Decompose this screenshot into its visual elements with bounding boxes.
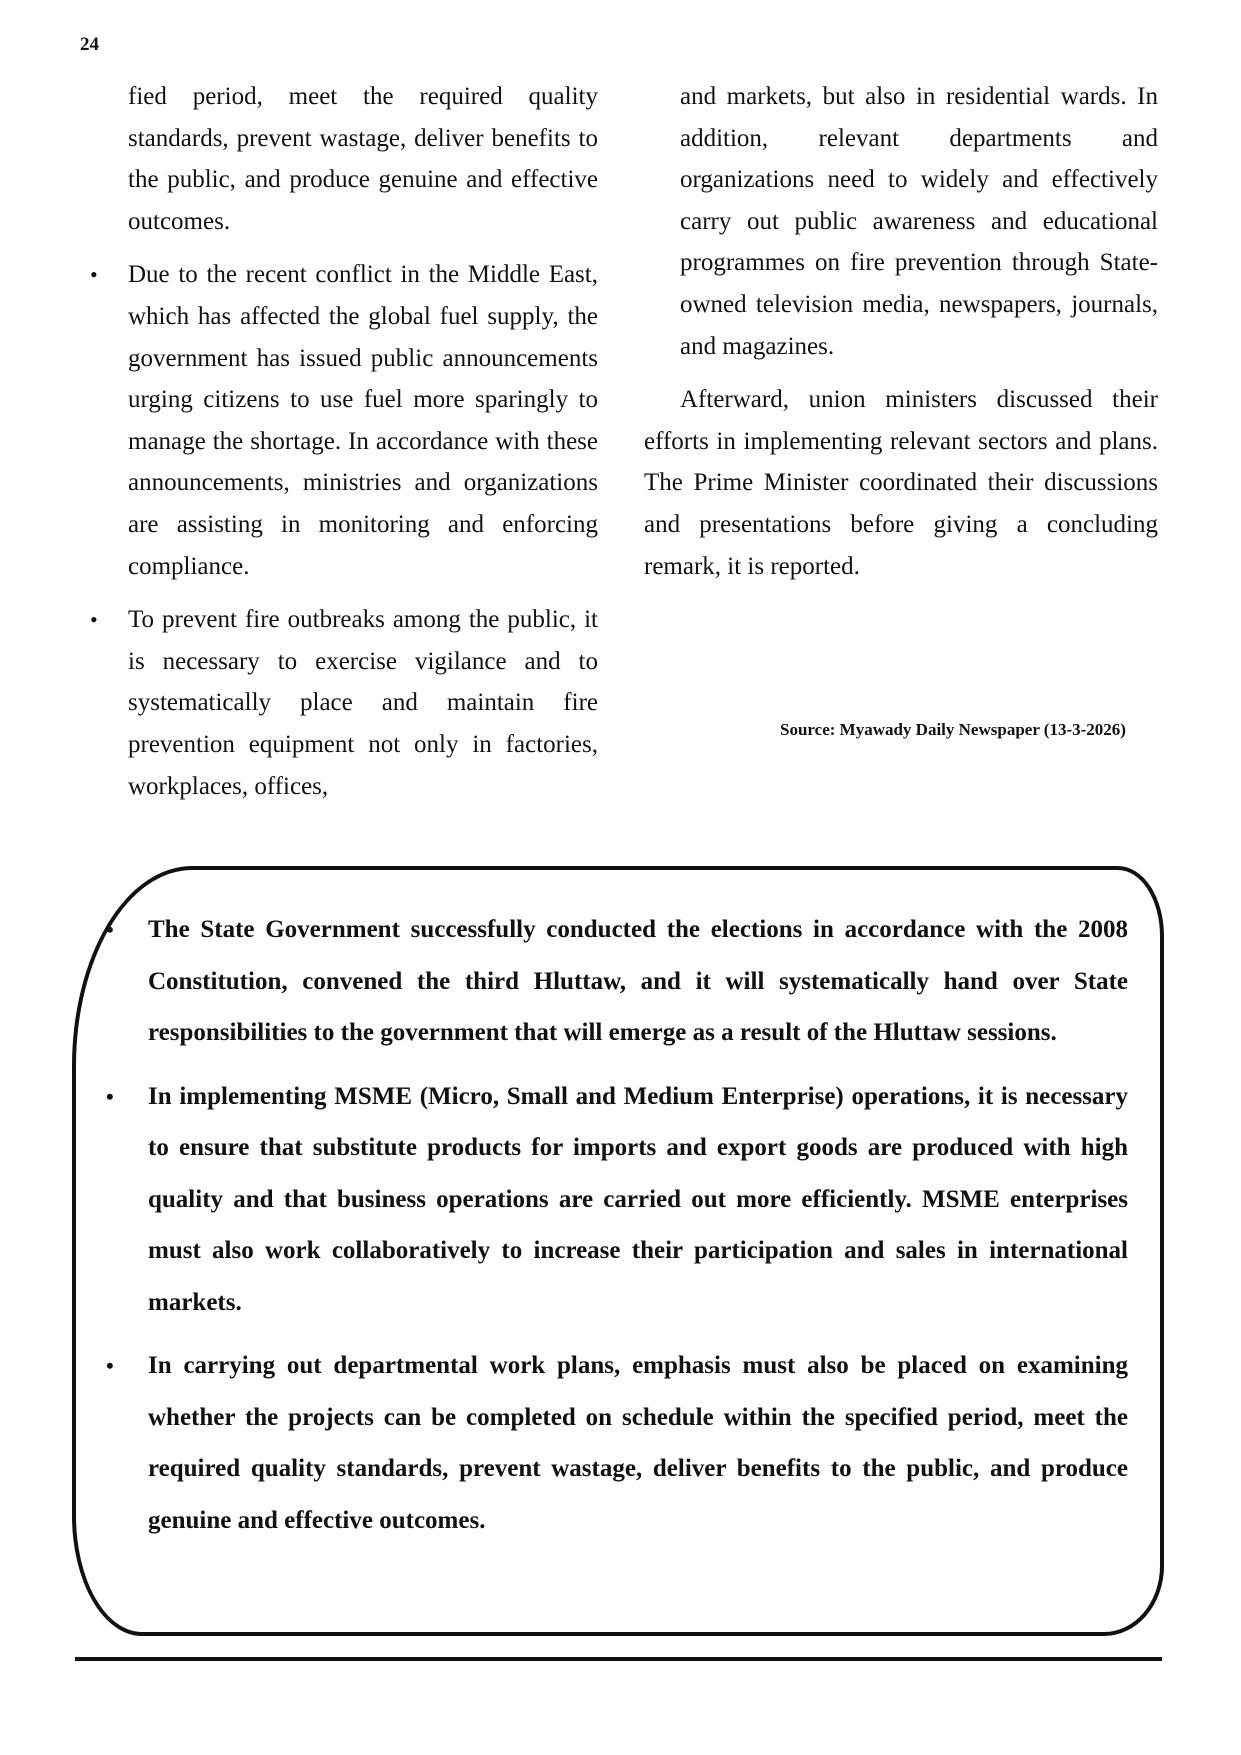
right-continuation-text: and markets, but also in residential wards. In addition, relevant departments and organizations need to widely and effectively carry out public awareness and educational programmes on fire prevention through State-owned television media, newspapers, journals, and magazines. [680, 83, 1158, 360]
closing-paragraph: Afterward, union ministers discussed their efforts in implementing relevant sectors and plans. The Prime Minister coordinated their discussions and presentations before giving a concluding remark, it is reported. [644, 386, 1158, 580]
list-item-text: In implementing MSME (Micro, Small and Medium Enterprise) operations, it is necessary to ensure that substitute products for imports and export goods are produced with high quality and that business operations are carried out more efficiently. MSME enterprises must also work collaboratively to increase their participation and sales in international markets. [148, 1082, 1128, 1316]
bullet-icon: • [90, 607, 98, 633]
bullet-icon: • [106, 1083, 114, 1109]
footer-divider [75, 1657, 1162, 1661]
list-item-text: Due to the recent conflict in the Middle East, which has affected the global fuel supply, the government has issued public announcements urging citizens to use fuel more sparingly to manage the shortage. In accordance with these announcements, ministries and organizations are assisting in monitoring and enforcing compliance. [128, 261, 598, 580]
source-citation: Source: Myawady Daily Newspaper (13-3-2026) [780, 720, 1126, 739]
list-item [88, 599, 598, 807]
list-item-text: To prevent fire outbreaks among the public, it is necessary to exercise vigilance and to systematically place and maintain fire prevention equipment not only in factories, workplaces, offices, [128, 606, 598, 800]
list-item [106, 904, 1128, 1059]
left-continuation-text: fied period, meet the required quality standards, prevent wastage, deliver benefits to the public, and produce genuine and effective outcomes. [128, 83, 598, 235]
bullet-icon: • [106, 917, 114, 942]
page-number: 24 [80, 34, 99, 55]
list-item [106, 1071, 1128, 1329]
bullet-icon: • [106, 1353, 114, 1378]
highlight-box-list [106, 904, 1128, 1558]
list-item-text: In carrying out departmental work plans, emphasis must also be placed on examining whether the projects can be completed on schedule within the specified period, meet the required quality standards, prevent wastage, deliver benefits to the public, and produce genuine and effective outcomes. [148, 1352, 1128, 1534]
list-item [106, 1340, 1128, 1546]
right-column [644, 76, 1158, 587]
list-item [88, 254, 598, 587]
list-item-text: The State Government successfully conducted the elections in accordance with the 2008 Constitution, convened the third Hluttaw, and it will systematically hand over State responsibilities to the government that will emerge as a result of the Hluttaw sessions. [148, 916, 1128, 1046]
bullet-icon: • [90, 262, 98, 288]
left-column [88, 76, 598, 807]
